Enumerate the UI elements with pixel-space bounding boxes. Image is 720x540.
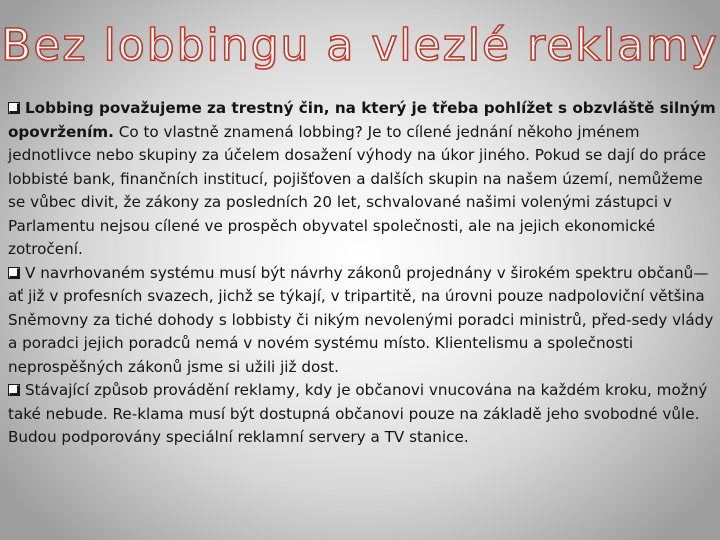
paragraph-lobbing <box>8 97 718 262</box>
paragraph-legislation <box>8 262 718 380</box>
slide-title: Bez lobbingu a vlezlé reklamy <box>1 20 719 71</box>
checkbox-square-icon <box>8 267 20 279</box>
paragraph-legislation-text: V navrhovaném systému musí být návrhy zákonů projednány v širokém spektru občanů—ať již v profesních svazech, jichž se týkají, v tripartitě, na úrovni pouze nadpoloviční většina Sněmovny za tiché dohody s lobbisty či nikým nevolenými poradci ministrů, před-sedy vlády a poradci jejich poradců nemá v novém systému místo. Klientelismu a společnosti neprospěšných zákonů jsme si užili již dost. <box>8 263 714 376</box>
paragraph-lobbing-bold: Lobbing považujeme za trestný čin, na který je třeba pohlížet s obzvláště silným opovržením. <box>8 99 716 141</box>
paragraph-advertising <box>8 379 718 450</box>
slide-body <box>8 97 718 450</box>
checkbox-square-icon <box>8 384 20 396</box>
paragraph-advertising-text: Stávající způsob provádění reklamy, kdy je občanovi vnucována na každém kroku, možný také nebude. Re-klama musí být dostupná občanovi pouze na základě jeho svobodné vůle. Budou podporovány speciální reklamní servery a TV stanice. <box>8 381 708 446</box>
checkbox-square-icon <box>8 102 20 114</box>
paragraph-lobbing-text: Co to vlastně znamená lobbing? Je to cílené jednání někoho jménem jednotlivce nebo skupiny za účelem dosažení výhody na úkor jiného. Pokud se dají do práce lobbisté bank, finančních institucí, pojišťoven a dalších skupin na našem území, nemůžeme se vůbec divit, že zákony za posledních 20 let, schvalované našimi volenými zástupci v Parlamentu nejsou cílené ve prospěch obyvatel společnosti, ale na jejich ekonomické zotročení. <box>8 122 707 258</box>
